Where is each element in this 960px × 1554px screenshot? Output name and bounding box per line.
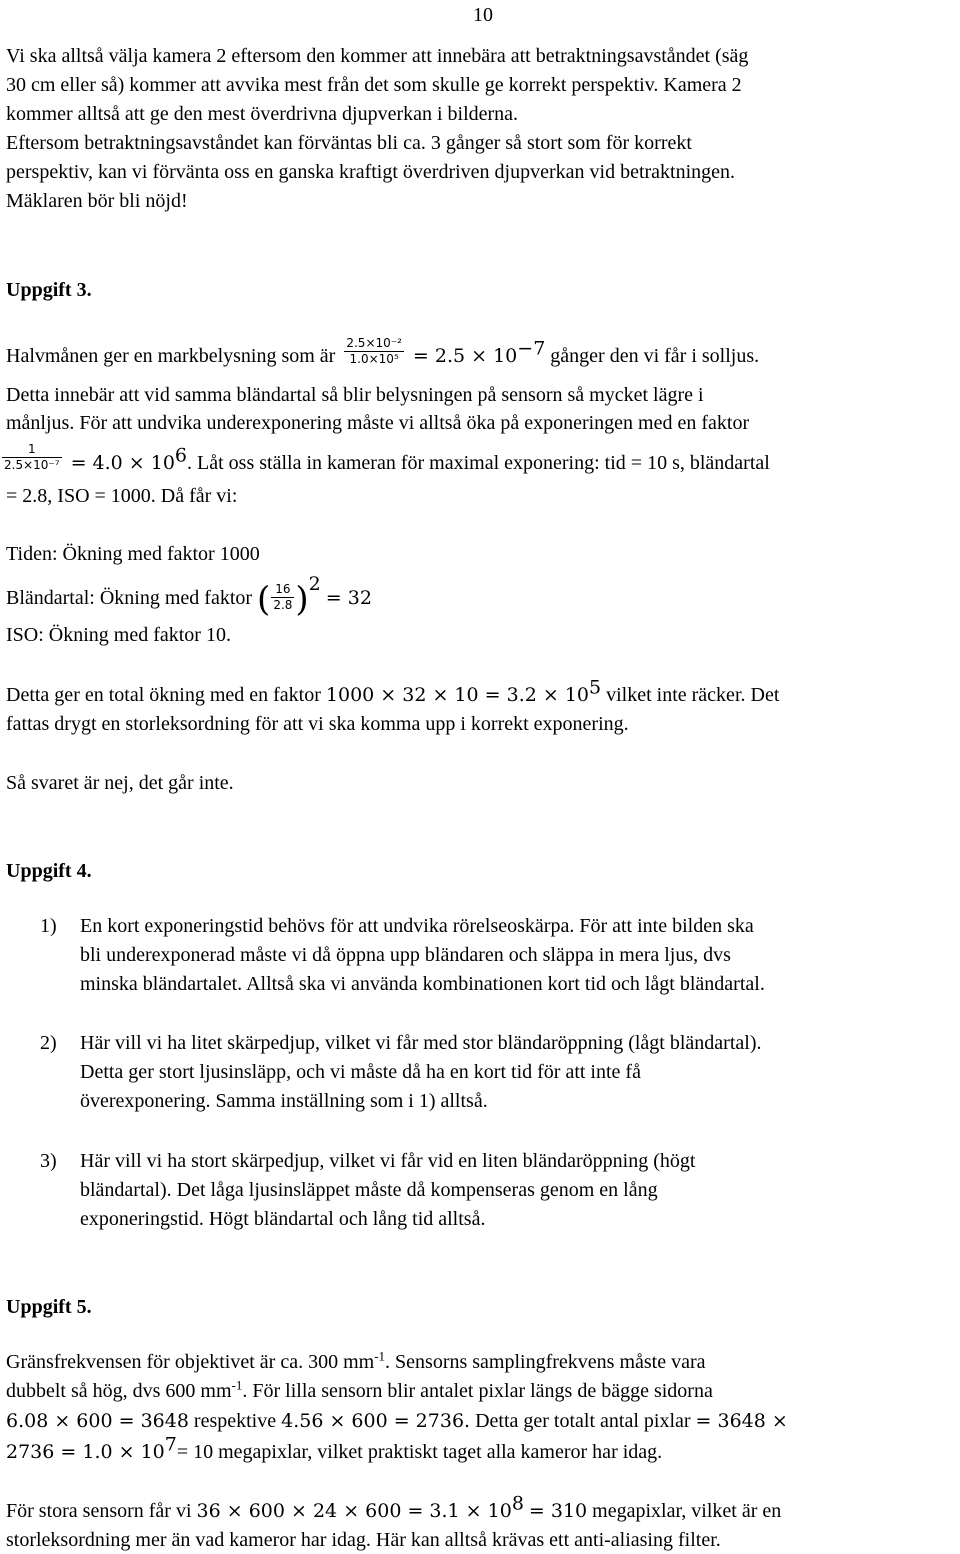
u5-line-1 [6,1348,706,1376]
u4-item-3-number: 3) [40,1150,57,1172]
u3-l4-exp: 6 [174,444,188,467]
u5-line-6: storleksordning mer än vad kameror har idag. Här kan alltså krävas ett anti-aliasing filter. [6,1529,721,1551]
u3-frac3-numerator: 16 [271,582,294,598]
u4-item-1-line-3: minska bländartalet. Alltså ska vi använda kombinationen kort tid och lågt bländartal. [80,973,765,995]
u3-l1-post: gånger den vi får i solljus. [550,345,760,367]
u3-bland-exp: 2 [308,573,321,595]
u5-l4-math: 2736 = 1.0 × 10 [6,1441,165,1463]
intro-line-3: kommer alltså att ge den mest överdrivna djupverkan i bilderna. [6,103,519,125]
u5-l1-exp: -1 [374,1348,386,1364]
intro-line-1: Vi ska alltså välja kamera 2 eftersom den kommer att innebära att betraktningsavståndet (säg [6,45,749,67]
u4-item-2-number: 2) [40,1032,57,1054]
u3-l4-post: . Låt oss ställa in kameran för maximal exponering: tid = 10 s, bländartal [187,452,770,474]
u3-l1-exp: −7 [517,337,546,360]
u5-l2-text: dubbelt så hög, dvs 600 mm [6,1380,232,1402]
u5-l3-text-2: Detta ger totalt antal pixlar [475,1410,691,1432]
u5-l5-exp: 8 [511,1492,524,1515]
u5-l5-math: 36 × 600 × 24 × 600 = 3.1 × 10 [196,1500,512,1522]
u3-line-5: = 2.8, ISO = 1000. Då får vi: [6,485,238,507]
u4-item-3-line-2: bländartal). Det låga ljusinsläppet måste då kompenseras genom en lång [80,1179,658,1201]
intro-line-4: Eftersom betraktningsavståndet kan förväntas bli ca. 3 gånger så stort som för korrekt [6,132,692,154]
u3-tot-post: vilket inte räcker. Det [606,684,780,706]
u5-l5-post: megapixlar, vilket är en [592,1500,782,1522]
u3-l1-text: Halvmånen ger en markbelysning som är [6,345,336,367]
u3-iso: ISO: Ökning med faktor 10. [6,624,231,646]
u3-line-1 [6,335,760,370]
page-number: 10 [473,4,493,26]
intro-line-5: perspektiv, kan vi förvänta oss en ganska kraftigt överdriven djupverkan vid betraktningen. [6,161,736,183]
u5-l3-text-1: respektive [193,1410,277,1432]
u3-answer: Så svaret är nej, det går inte. [6,772,234,794]
heading-uppgift-4: Uppgift 4. [6,860,92,882]
u3-tiden: Tiden: Ökning med faktor 1000 [6,543,260,565]
heading-uppgift-3: Uppgift 3. [6,279,92,301]
u3-frac2-denominator: 2.5×10⁻⁷ [4,457,60,472]
u5-l3-math-1: 6.08 × 600 = 3648 [6,1410,189,1432]
u3-frac1-numerator: 2.5×10⁻² [346,335,402,350]
u3-l1-eq: = 2.5 × 10 [412,345,518,367]
u4-item-1-line-1: En kort exponeringstid behövs för att undvika rörelseoskärpa. För att inte bilden ska [80,915,754,937]
u3-bland-text: Bländartal: Ökning med faktor [6,587,253,609]
u4-item-1-line-2: bli underexponerad måste vi då öppna upp bländaren och släppa in mera ljus, dvs [80,944,731,966]
u3-total-line-2: fattas drygt en storleksordning för att vi ska komma upp i korrekt exponering. [6,713,629,735]
u3-total-line-1 [6,676,780,709]
heading-uppgift-5: Uppgift 5. [6,1296,92,1318]
u4-item-2-line-3: överexponering. Samma inställning som i 1) alltså. [80,1090,488,1112]
u3-frac1-denominator: 1.0×10⁵ [349,351,399,366]
u3-line-2: Detta innebär att vid samma bländartal så blir belysningen på sensorn så mycket lägre i [6,384,704,406]
u5-line-2 [6,1377,713,1405]
u3-line-4 [4,441,770,477]
u5-l3-math-3: = 3648 × [695,1410,788,1432]
u4-item-3-line-3: exponeringstid. Högt bländartal och lång tid alltså. [80,1208,486,1230]
u3-paren-open: ( [257,579,271,620]
u3-frac2-numerator: 1 [2,442,62,458]
u5-l2-exp: -1 [231,1377,243,1393]
u5-l4-post: = 10 megapixlar, vilket praktiskt taget alla kameror har idag. [176,1441,663,1463]
u5-line-5 [6,1492,782,1525]
u5-l1-text: Gränsfrekvensen för objektivet är ca. 300 mm [6,1351,375,1373]
u3-frac3-denominator: 2.8 [273,597,293,612]
u4-item-2-line-1: Här vill vi ha litet skärpedjup, vilket vi får med stor bländaröppning (lågt bländartal). [80,1032,762,1054]
u3-line-3: månljus. För att undvika underexponering måste vi alltså öka på exponeringen med en faktor [6,412,750,434]
u3-blandartal [6,573,372,620]
u3-tot-math: 1000 × 32 × 10 = 3.2 × 10 [325,684,590,706]
u5-l2-post: . För lilla sensorn blir antalet pixlar längs de bägge sidorna [242,1380,713,1402]
u5-line-4 [6,1433,663,1466]
u5-l1-post: . Sensorns samplingfrekvens måste vara [385,1351,706,1373]
u5-l4-exp: 7 [164,1433,177,1456]
u3-bland-eq: = 32 [325,587,372,609]
u3-l4-eq: = 4.0 × 10 [70,452,175,474]
u4-item-1-number: 1) [40,915,57,937]
u3-fraction-3 [271,582,294,613]
u4-item-3-line-1: Här vill vi ha stort skärpedjup, vilket vi får vid en liten bländaröppning (högt [80,1150,696,1172]
u5-l5-text: För stora sensorn får vi [6,1500,192,1522]
u5-line-3 [6,1407,788,1435]
u3-tot-exp: 5 [589,676,602,699]
intro-line-2: 30 cm eller så) kommer att avvika mest från det som skulle ge korrekt perspektiv. Kamera 2 [6,74,742,96]
u3-fraction-1 [344,336,404,367]
u3-fraction-2 [2,442,62,473]
intro-line-6: Mäklaren bör bli nöjd! [6,190,188,212]
u3-tot-text: Detta ger en total ökning med en faktor [6,684,321,706]
u4-item-2-line-2: Detta ger stort ljusinsläpp, och vi måste då ha en kort tid för att inte få [80,1061,641,1083]
u3-paren-close: ) [295,579,309,620]
u5-l3-math-2: 4.56 × 600 = 2736. [281,1410,471,1432]
u5-l5-math-2: = 310 [528,1500,588,1522]
